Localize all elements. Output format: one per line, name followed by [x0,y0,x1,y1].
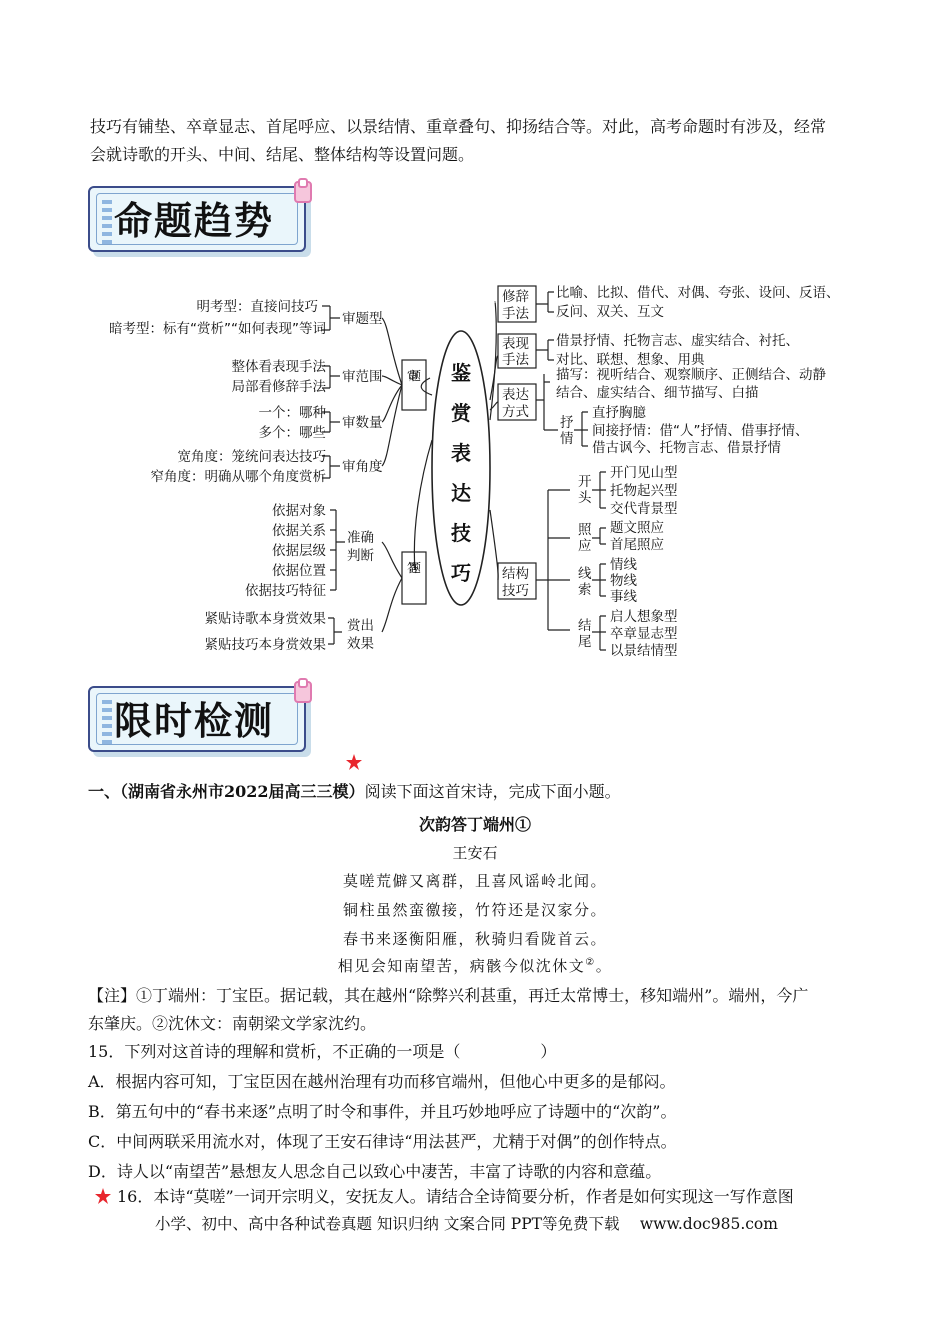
shen-char-1: 审题 [407,369,421,383]
tixing-item-2: 暗考型：标有“赏析”“如何表现”等词 [109,321,326,337]
question-heading [88,778,868,806]
intro-line-2: 会就诗歌的开头、中间、结尾、整体结构等设置问题。 [90,145,475,164]
xiaoguo-item-1: 紧贴诗歌本身赏效果 [204,611,326,627]
intro-paragraph [90,113,870,169]
poem-notes [88,982,868,1038]
center-char-1: 鉴 [451,361,471,385]
section-title-trend: 命题趋势 [114,199,275,243]
xiansuo-item-2: 物线 [610,573,637,589]
node-biaoxian-2: 手法 [502,352,529,368]
node-fanwei: 审范围 [342,369,383,385]
fanwei-item-2: 局部看修辞手法 [231,379,326,395]
kaitou-item-1: 开门见山型 [610,465,678,481]
xiansuo-item-3: 事线 [610,589,637,605]
jiewei-item-3: 以景结情型 [610,643,678,659]
option-c[interactable]: C．中间两联采用流水对，体现了王安石律诗“用法甚严，尤精于对偶”的创作特点。 [88,1132,677,1151]
miaoxie-item-2: 结合、虚实结合、细节描写、白描 [556,385,759,401]
node-biaoda-2: 方式 [502,404,529,420]
node-jiewei-1: 结 [578,618,592,634]
q15-stem: 15．下列对这首诗的理解和赏析，不正确的一项是（ ） [88,1042,557,1061]
xiuci-item-2: 反问、双关、互文 [556,304,664,320]
mindmap-diagram [109,280,840,665]
poem-line-1: 莫嗟荒僻又离群，且喜风谣岭北闻。 [342,872,607,890]
note-line-2: 东肇庆。②沈休文：南朝梁文学家沈约。 [88,1014,377,1033]
poem-line-3: 春书来逐衡阳雁，秋骑归看陇首云。 [342,930,607,948]
xiuci-item-1: 比喻、比拟、借代、对偶、夸张、设问、反语、 [556,285,840,301]
node-xiuci-1: 修辞 [502,289,529,305]
center-char-2: 赏 [451,401,471,425]
paperclip-icon [292,678,314,704]
footnote-mark: ② [585,957,596,968]
zhaoying-item-2: 首尾照应 [610,537,664,553]
biaoxian-item-2: 对比、联想、想象、用典 [556,352,705,368]
star-icon [346,754,362,770]
footer-text[interactable]: 小学、初中、高中各种试卷真题 知识归纳 文案合同 PPT等免费下载 www.doc985.com [155,1215,778,1233]
jiewei-item-2: 卒章显志型 [610,626,678,642]
node-shuqing-2: 情 [560,431,574,447]
node-jiewei-2: 尾 [578,634,592,650]
node-xiaoguo-2: 效果 [347,636,374,652]
shuqing-item-3: 借古讽今、托物言志、借景抒情 [592,440,781,456]
heading-source: （湖南省永州市2022届高三三模） [120,782,365,801]
node-tixing: 审题型 [342,311,383,327]
paperclip-icon [292,178,314,204]
node-panduan-2: 判断 [347,548,374,564]
node-xiuci-2: 手法 [502,306,529,322]
zhaoying-item-1: 题文照应 [610,520,664,536]
panduan-item-3: 依据层级 [272,543,326,559]
poem-line-4 [0,955,950,976]
center-char-5: 技 [451,521,471,545]
node-kaitou-1: 开 [578,474,592,490]
shuliang-item-2: 多个：哪些 [258,425,326,441]
note-line-1: 【注】①丁端州：丁宝臣。据记载，其在越州“除弊兴利甚重，再迁太常博士，移知端州”。端州，今广 [88,986,809,1005]
panduan-item-5: 依据技巧特征 [245,583,326,599]
panduan-item-2: 依据关系 [272,523,326,539]
option-b[interactable]: B．第五句中的“春书来逐”点明了时令和事件，并且巧妙地呼应了诗题中的“次韵”。 [88,1102,677,1121]
poem-line-4-end: 。 [595,957,613,975]
jiaodu-item-2: 窄角度：明确从哪个角度赏析 [150,469,326,485]
heading-rest: 阅读下面这首宋诗，完成下面小题。 [364,782,621,801]
shuqing-item-2: 间接抒情：借“人”抒情、借事抒情、 [592,423,809,439]
heading-prefix: 一、 [88,782,121,801]
poem-title: 次韵答丁端州① [418,815,531,834]
kaitou-item-2: 托物起兴型 [610,483,678,499]
node-shuqing-1: 抒 [560,415,574,431]
node-jiegou-1: 结构 [502,566,529,582]
node-panduan-1: 准确 [347,530,374,546]
poem-line-2: 铜柱虽然蛮徼接，竹符还是汉家分。 [342,901,607,919]
tixing-item-1: 明考型：直接问技巧 [196,299,318,315]
center-char-3: 表 [451,441,471,465]
star-icon [95,1188,111,1204]
node-biaoxian-1: 表现 [502,336,529,352]
jiewei-item-1: 启人想象型 [610,609,678,625]
question-16: 16．本诗“莫嗟”一词开宗明义，安抚友人。请结合全诗简要分析，作者是如何实现这一写作意图 [117,1187,794,1206]
center-char-6: 巧 [451,561,471,585]
option-d[interactable]: D．诗人以“南望苦”悬想友人思念自己以致心中凄苦，丰富了诗歌的内容和意蕴。 [88,1162,662,1181]
center-char-4: 达 [451,481,471,505]
shuqing-item-1: 直抒胸臆 [592,405,646,421]
xiaoguo-item-2: 紧贴技巧本身赏效果 [204,637,326,653]
node-xiaoguo-1: 赏出 [347,618,374,634]
da-char-1: 答题 [407,561,421,575]
node-shuliang: 审数量 [342,415,383,431]
section-banner-test [88,680,316,754]
jiaodu-item-1: 宽角度：笼统问表达技巧 [177,449,326,465]
node-biaoda-1: 表达 [502,387,529,403]
question-15 [88,1038,868,1186]
node-jiaodu: 审角度 [342,459,383,475]
shuliang-item-1: 一个：哪种 [258,405,326,421]
poem-line-4-text: 相见会知南望苦，病骸今似沈休文 [337,957,586,975]
panduan-item-4: 依据位置 [272,563,326,579]
node-kaitou-2: 头 [578,490,592,506]
intro-line-1: 技巧有铺垫、卒章显志、首尾呼应、以景结情、重章叠句、抑扬结合等。对此，高考命题时有涉及，经常 [90,117,827,136]
poem-author: 王安石 [452,844,498,862]
fanwei-item-1: 整体看表现手法 [231,359,326,375]
node-zhaoying-1: 照 [578,522,592,538]
biaoxian-item-1: 借景抒情、托物言志、虚实结合、衬托、 [556,333,799,349]
kaitou-item-3: 交代背景型 [610,501,678,517]
miaoxie-item-1: 描写：视听结合、观察顺序、正侧结合、动静 [556,367,826,383]
node-xiansuo-1: 线 [578,566,592,582]
option-a[interactable]: A．根据内容可知，丁宝臣因在越州治理有功而移官端州，但他心中更多的是郁闷。 [88,1072,676,1091]
xiansuo-item-1: 情线 [610,557,637,573]
node-jiegou-2: 技巧 [502,583,529,599]
panduan-item-1: 依据对象 [272,503,326,519]
node-xiansuo-2: 索 [578,582,592,598]
section-title-test: 限时检测 [114,699,275,743]
section-banner-trend [88,180,316,254]
node-zhaoying-2: 应 [578,538,592,554]
